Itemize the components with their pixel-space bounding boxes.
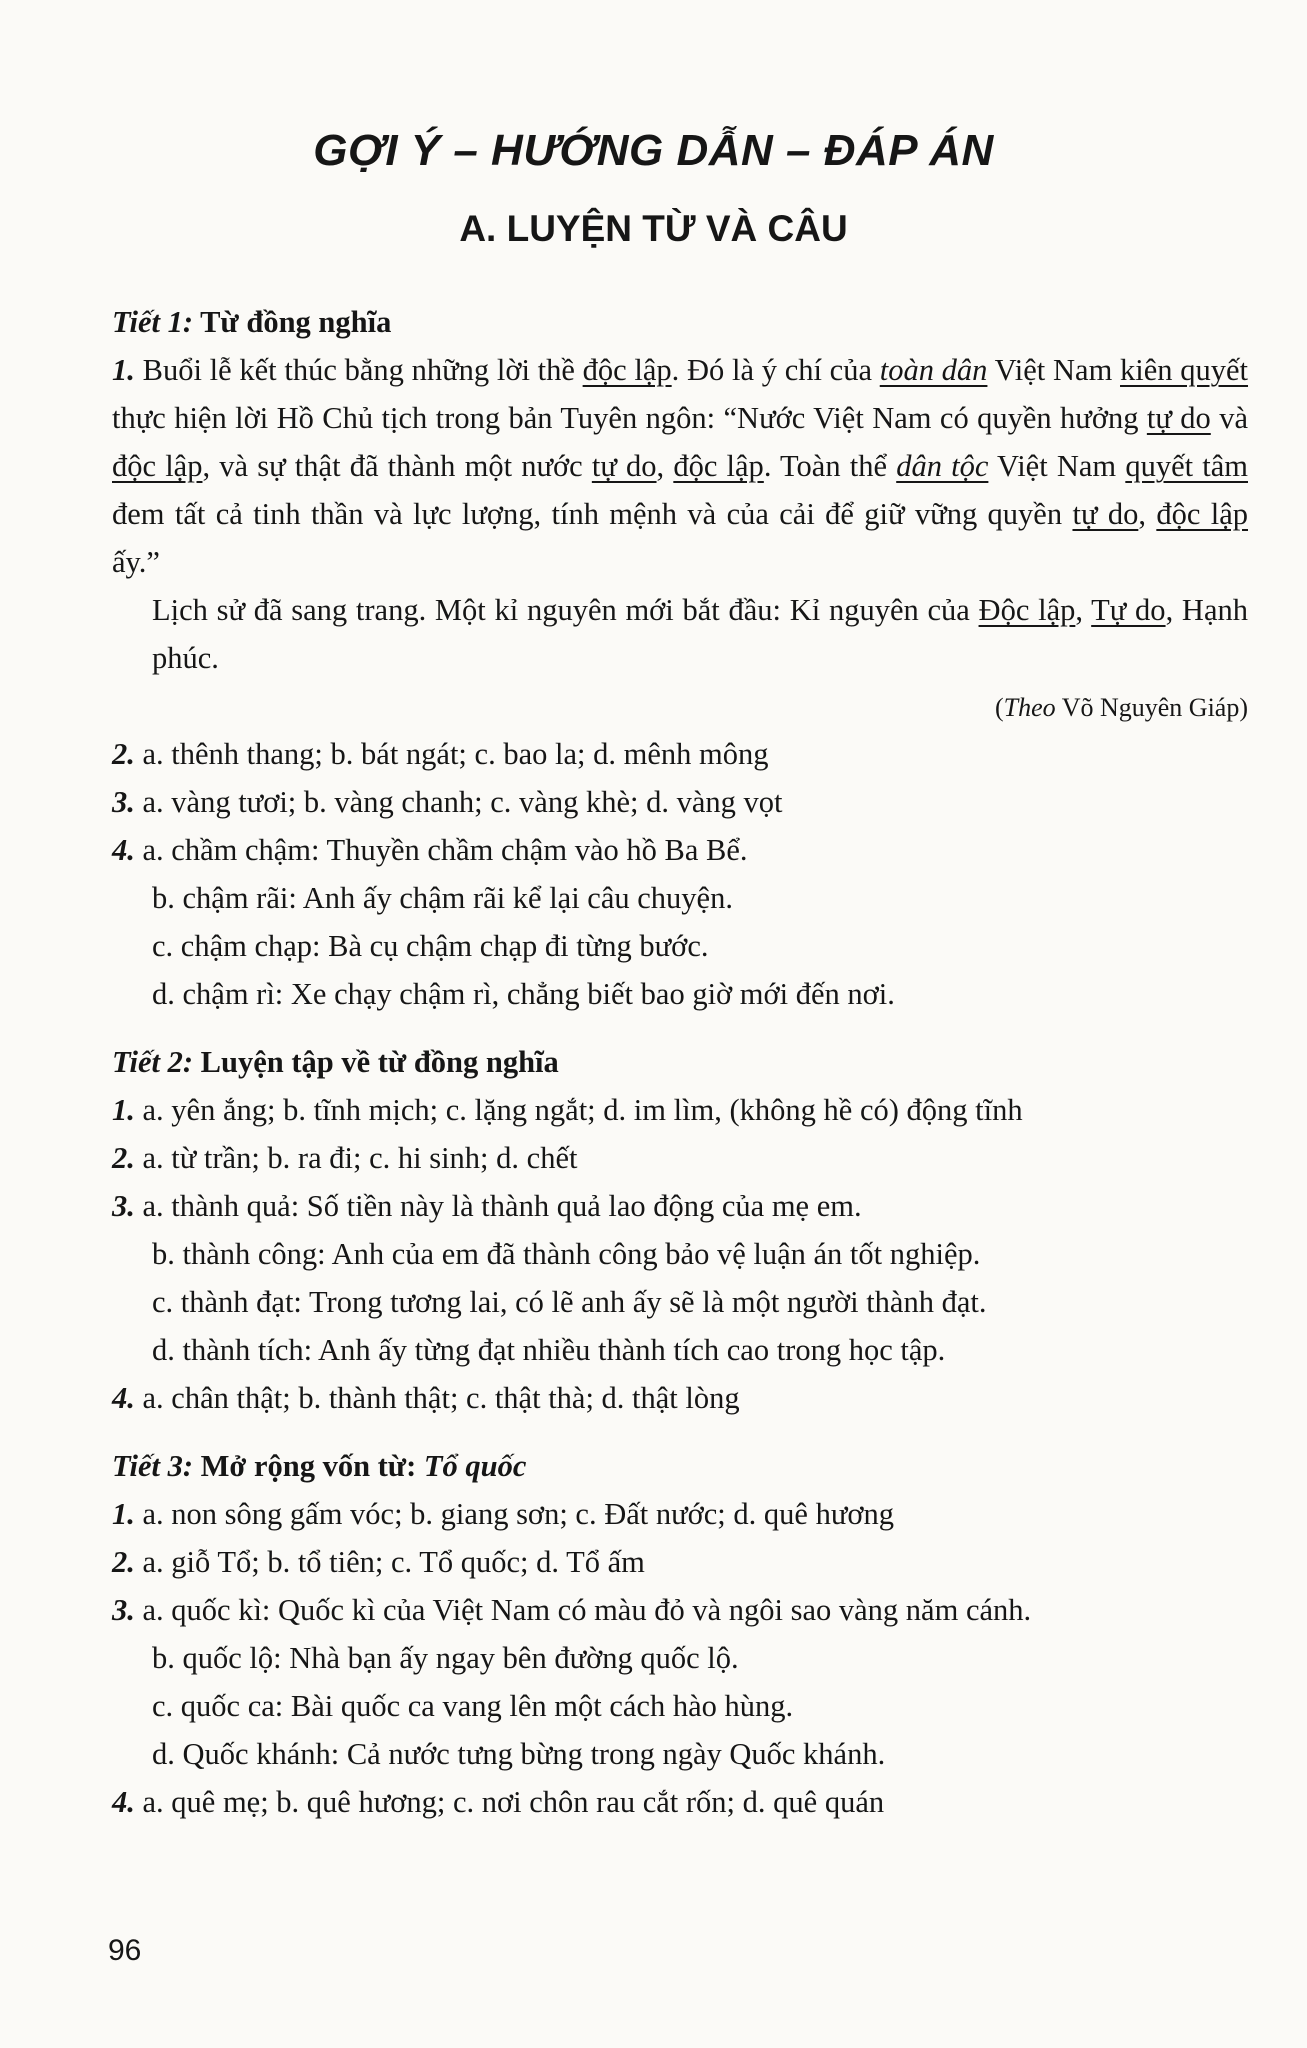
lesson-3-heading <box>112 1442 1248 1490</box>
passage-text: thực hiện lời Hồ Chủ tịch trong bản Tuyên ngôn: “Nước Việt Nam có quyền hưởng <box>112 401 1147 435</box>
answer-number: 3. <box>112 1189 135 1223</box>
passage-text: đem tất cả tinh thần và lực lượng, tính mệnh và của cải để giữ vững quyền <box>112 497 1073 531</box>
lesson-1-answer-4c: c. chậm chạp: Bà cụ chậm chạp đi từng bước. <box>152 929 709 963</box>
lesson-3-answer-1 <box>112 1490 1248 1538</box>
passage-text: . Đó là ý chí của <box>671 353 880 387</box>
answer-number: 3. <box>112 1593 135 1627</box>
underlined-word: kiên quyết <box>1120 353 1249 387</box>
answer-number: 2. <box>112 1141 135 1175</box>
lesson-1-answer-1-passage <box>112 346 1248 586</box>
underlined-word: độc lập <box>582 353 672 387</box>
answer-number: 1. <box>112 353 135 387</box>
answer-number: 2. <box>112 1545 135 1579</box>
answer-text: a. thành quả: Số tiền này là thành quả lao động của mẹ em. <box>134 1189 862 1223</box>
passage-text: Buổi lễ kết thúc bằng những lời thề <box>142 353 583 387</box>
underlined-word: quyết tâm <box>1125 449 1248 483</box>
passage-text: , <box>1138 497 1157 531</box>
lesson-2-title: Luyện tập về từ đồng nghĩa <box>200 1045 559 1079</box>
answer-text: a. từ trần; b. ra đi; c. hi sinh; d. chết <box>134 1141 578 1175</box>
passage-text: . Toàn thể <box>763 449 897 483</box>
answer-number: 4. <box>112 1381 135 1415</box>
lesson-3-answer-3c: c. quốc ca: Bài quốc ca vang lên một cách hào hùng. <box>152 1689 794 1723</box>
underlined-word: dân tộc <box>896 449 989 483</box>
passage-text: Việt Nam <box>988 449 1126 483</box>
answer-text: a. vàng tươi; b. vàng chanh; c. vàng khè; d. vàng vọt <box>134 785 783 819</box>
answer-number: 1. <box>112 1497 135 1531</box>
answer-text: a. chầm chậm: Thuyền chầm chậm vào hồ Ba Bể. <box>134 833 748 867</box>
lesson-2-answer-3c: c. thành đạt: Trong tương lai, có lẽ anh ấy sẽ là một người thành đạt. <box>152 1285 987 1319</box>
lesson-3-answer-4 <box>112 1778 1248 1826</box>
passage-text: Việt Nam <box>987 353 1121 387</box>
underlined-word: độc lập <box>1156 497 1248 531</box>
underlined-word: độc lập <box>673 449 764 483</box>
answer-content <box>112 298 1248 1826</box>
underlined-word: toàn dân <box>879 353 988 387</box>
lesson-2-number: Tiết 2: <box>112 1045 194 1079</box>
lesson-3-title-italic: Tổ quốc <box>423 1449 527 1483</box>
source-author: Võ Nguyên Giáp) <box>1055 693 1248 722</box>
underlined-word: tự do <box>1072 497 1139 531</box>
lesson-2-answer-2 <box>112 1134 1248 1182</box>
lesson-2-answer-3a <box>112 1182 1248 1230</box>
lesson-2-answer-4 <box>112 1374 1248 1422</box>
answer-text: a. chân thật; b. thành thật; c. thật thà; d. thật lòng <box>134 1381 740 1415</box>
source-theo: Theo <box>1003 693 1056 722</box>
passage-source <box>112 686 1248 730</box>
lesson-3-answer-2 <box>112 1538 1248 1586</box>
lesson-3-title: Mở rộng vốn từ: <box>200 1449 424 1483</box>
answer-text: a. quê mẹ; b. quê hương; c. nơi chôn rau cắt rốn; d. quê quán <box>134 1785 885 1819</box>
lesson-2-answer-3d: d. thành tích: Anh ấy từng đạt nhiều thành tích cao trong học tập. <box>152 1333 946 1367</box>
passage-text: , <box>656 449 674 483</box>
lesson-3-number: Tiết 3: <box>112 1449 194 1483</box>
passage-text: ấy.” <box>112 545 160 579</box>
answer-number: 1. <box>112 1093 135 1127</box>
passage-text: , và sự thật đã thành một nước <box>202 449 592 483</box>
lesson-1-answer-3 <box>112 778 1248 826</box>
lesson-1-number: Tiết 1: <box>112 305 194 339</box>
lesson-1-heading <box>112 298 1248 346</box>
underlined-word: tự do <box>1146 401 1211 435</box>
lesson-3-answer-3d: d. Quốc khánh: Cả nước tưng bừng trong ngày Quốc khánh. <box>152 1737 886 1771</box>
underlined-word: độc lập <box>112 449 203 483</box>
passage-text: , <box>1075 593 1092 627</box>
lesson-3-answer-3b: b. quốc lộ: Nhà bạn ấy ngay bên đường quốc lộ. <box>152 1641 739 1675</box>
lesson-2-answer-3b: b. thành công: Anh của em đã thành công bảo vệ luận án tốt nghiệp. <box>152 1237 981 1271</box>
page-number: 96 <box>108 1934 142 1967</box>
answer-number: 2. <box>112 737 135 771</box>
passage-text: Lịch sử đã sang trang. Một kỉ nguyên mới bắt đầu: Kỉ nguyên của <box>152 593 979 627</box>
answer-text: a. thênh thang; b. bát ngát; c. bao la; d. mênh mông <box>134 737 769 771</box>
answer-text: a. giỗ Tổ; b. tổ tiên; c. Tổ quốc; d. Tổ ấm <box>134 1545 645 1579</box>
page-title: GỢI Ý – HƯỚNG DẪN – ĐÁP ÁN <box>313 126 994 175</box>
answer-text: a. quốc kì: Quốc kì của Việt Nam có màu đỏ và ngôi sao vàng năm cánh. <box>134 1593 1032 1627</box>
lesson-2-answer-1 <box>112 1086 1248 1134</box>
lesson-3-answer-3a <box>112 1586 1248 1634</box>
answer-number: 4. <box>112 1785 135 1819</box>
answer-text: a. yên ắng; b. tĩnh mịch; c. lặng ngắt; d. im lìm, (không hề có) động tĩnh <box>134 1093 1023 1127</box>
lesson-1-answer-4d: d. chậm rì: Xe chạy chậm rì, chẳng biết bao giờ mới đến nơi. <box>152 977 895 1011</box>
lesson-1-answer-4b: b. chậm rãi: Anh ấy chậm rãi kể lại câu chuyện. <box>152 881 733 915</box>
lesson-1-answer-2 <box>112 730 1248 778</box>
passage-text: , Hạnh phúc. <box>152 593 1248 675</box>
answer-number: 3. <box>112 785 135 819</box>
answer-number: 4. <box>112 833 135 867</box>
lesson-1-answer-4a <box>112 826 1248 874</box>
lesson-1-answer-1-paragraph-2 <box>112 586 1248 682</box>
lesson-1-title: Từ đồng nghĩa <box>200 305 392 339</box>
source-paren: ( <box>995 693 1004 722</box>
answer-text: a. non sông gấm vóc; b. giang sơn; c. Đất nước; d. quê hương <box>134 1497 894 1531</box>
section-title: A. LUYỆN TỪ VÀ CÂU <box>459 208 848 249</box>
underlined-word: tự do <box>591 449 657 483</box>
underlined-word: Độc lập <box>978 593 1076 627</box>
lesson-2-heading <box>112 1038 1248 1086</box>
passage-text: và <box>1210 401 1248 435</box>
underlined-word: Tự do <box>1091 593 1166 627</box>
